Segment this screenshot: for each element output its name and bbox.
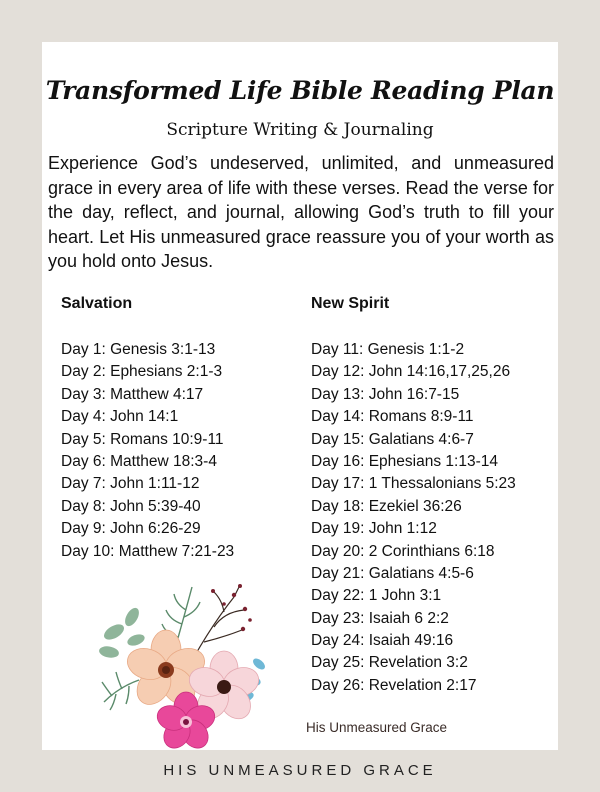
list-item: Day 21: Galatians 4:5-6 [311,564,474,582]
list-item: Day 26: Revelation 2:17 [311,676,477,694]
section-new-spirit [311,293,551,697]
list-item: Day 20: 2 Corinthians 6:18 [311,542,495,560]
brand-name: His Unmeasured Grace [306,720,448,735]
page-title: Transformed Life Bible Reading Plan [45,76,555,105]
list-item: Day 18: Ezekiel 36:26 [311,497,462,515]
list-item: Day 11: Genesis 1:1-2 [311,341,465,358]
list-item: Day 5: Romans 10:9-11 [61,430,224,448]
section-heading: Salvation [61,295,133,312]
list-item: Day 1: Genesis 3:1-13 [61,341,216,358]
list-item: Day 25: Revelation 3:2 [311,654,468,672]
list-item: Day 14: Romans 8:9-11 [311,408,474,426]
list-item: Day 13: John 16:7-15 [311,385,460,403]
list-item: Day 6: Matthew 18:3-4 [61,452,217,470]
section-salvation [61,293,291,563]
list-item: Day 7: John 1:11-12 [61,475,200,493]
list-item: Day 19: John 1:12 [311,520,437,538]
day-list [311,339,551,697]
list-item: Day 12: John 14:16,17,25,26 [311,363,511,381]
list-item: Day 24: Isaiah 49:16 [311,632,454,650]
reading-plan-card [42,42,558,750]
list-item: Day 9: John 6:26-29 [61,520,201,538]
list-item: Day 15: Galatians 4:6-7 [311,430,474,448]
page-subtitle: Scripture Writing & Journaling [166,120,434,140]
section-heading: New Spirit [311,295,390,312]
list-item: Day 3: Matthew 4:17 [61,385,204,403]
list-item: Day 23: Isaiah 6 2:2 [311,609,449,627]
floral-bouquet-icon [74,562,274,752]
list-item: Day 22: 1 John 3:1 [311,587,442,605]
day-list [61,339,291,563]
list-item: Day 17: 1 Thessalonians 5:23 [311,475,516,493]
footer-brand: HIS UNMEASURED GRACE [163,762,437,779]
list-item: Day 2: Ephesians 2:1-3 [61,363,223,381]
list-item: Day 8: John 5:39-40 [61,497,201,515]
list-item: Day 16: Ephesians 1:13-14 [311,452,498,470]
list-item: Day 10: Matthew 7:21-23 [61,542,235,560]
list-item: Day 4: John 14:1 [61,408,179,426]
intro-paragraph: Experience God’s undeserved, unlimited, and unmeasured grace in every area of life with these verses. Read the verse for the day, reflect, and journal, allowing God’s truth to fill your heart. Let His unmeasured grace reassure you of your worth as you hold onto Jesus. [48,153,554,271]
